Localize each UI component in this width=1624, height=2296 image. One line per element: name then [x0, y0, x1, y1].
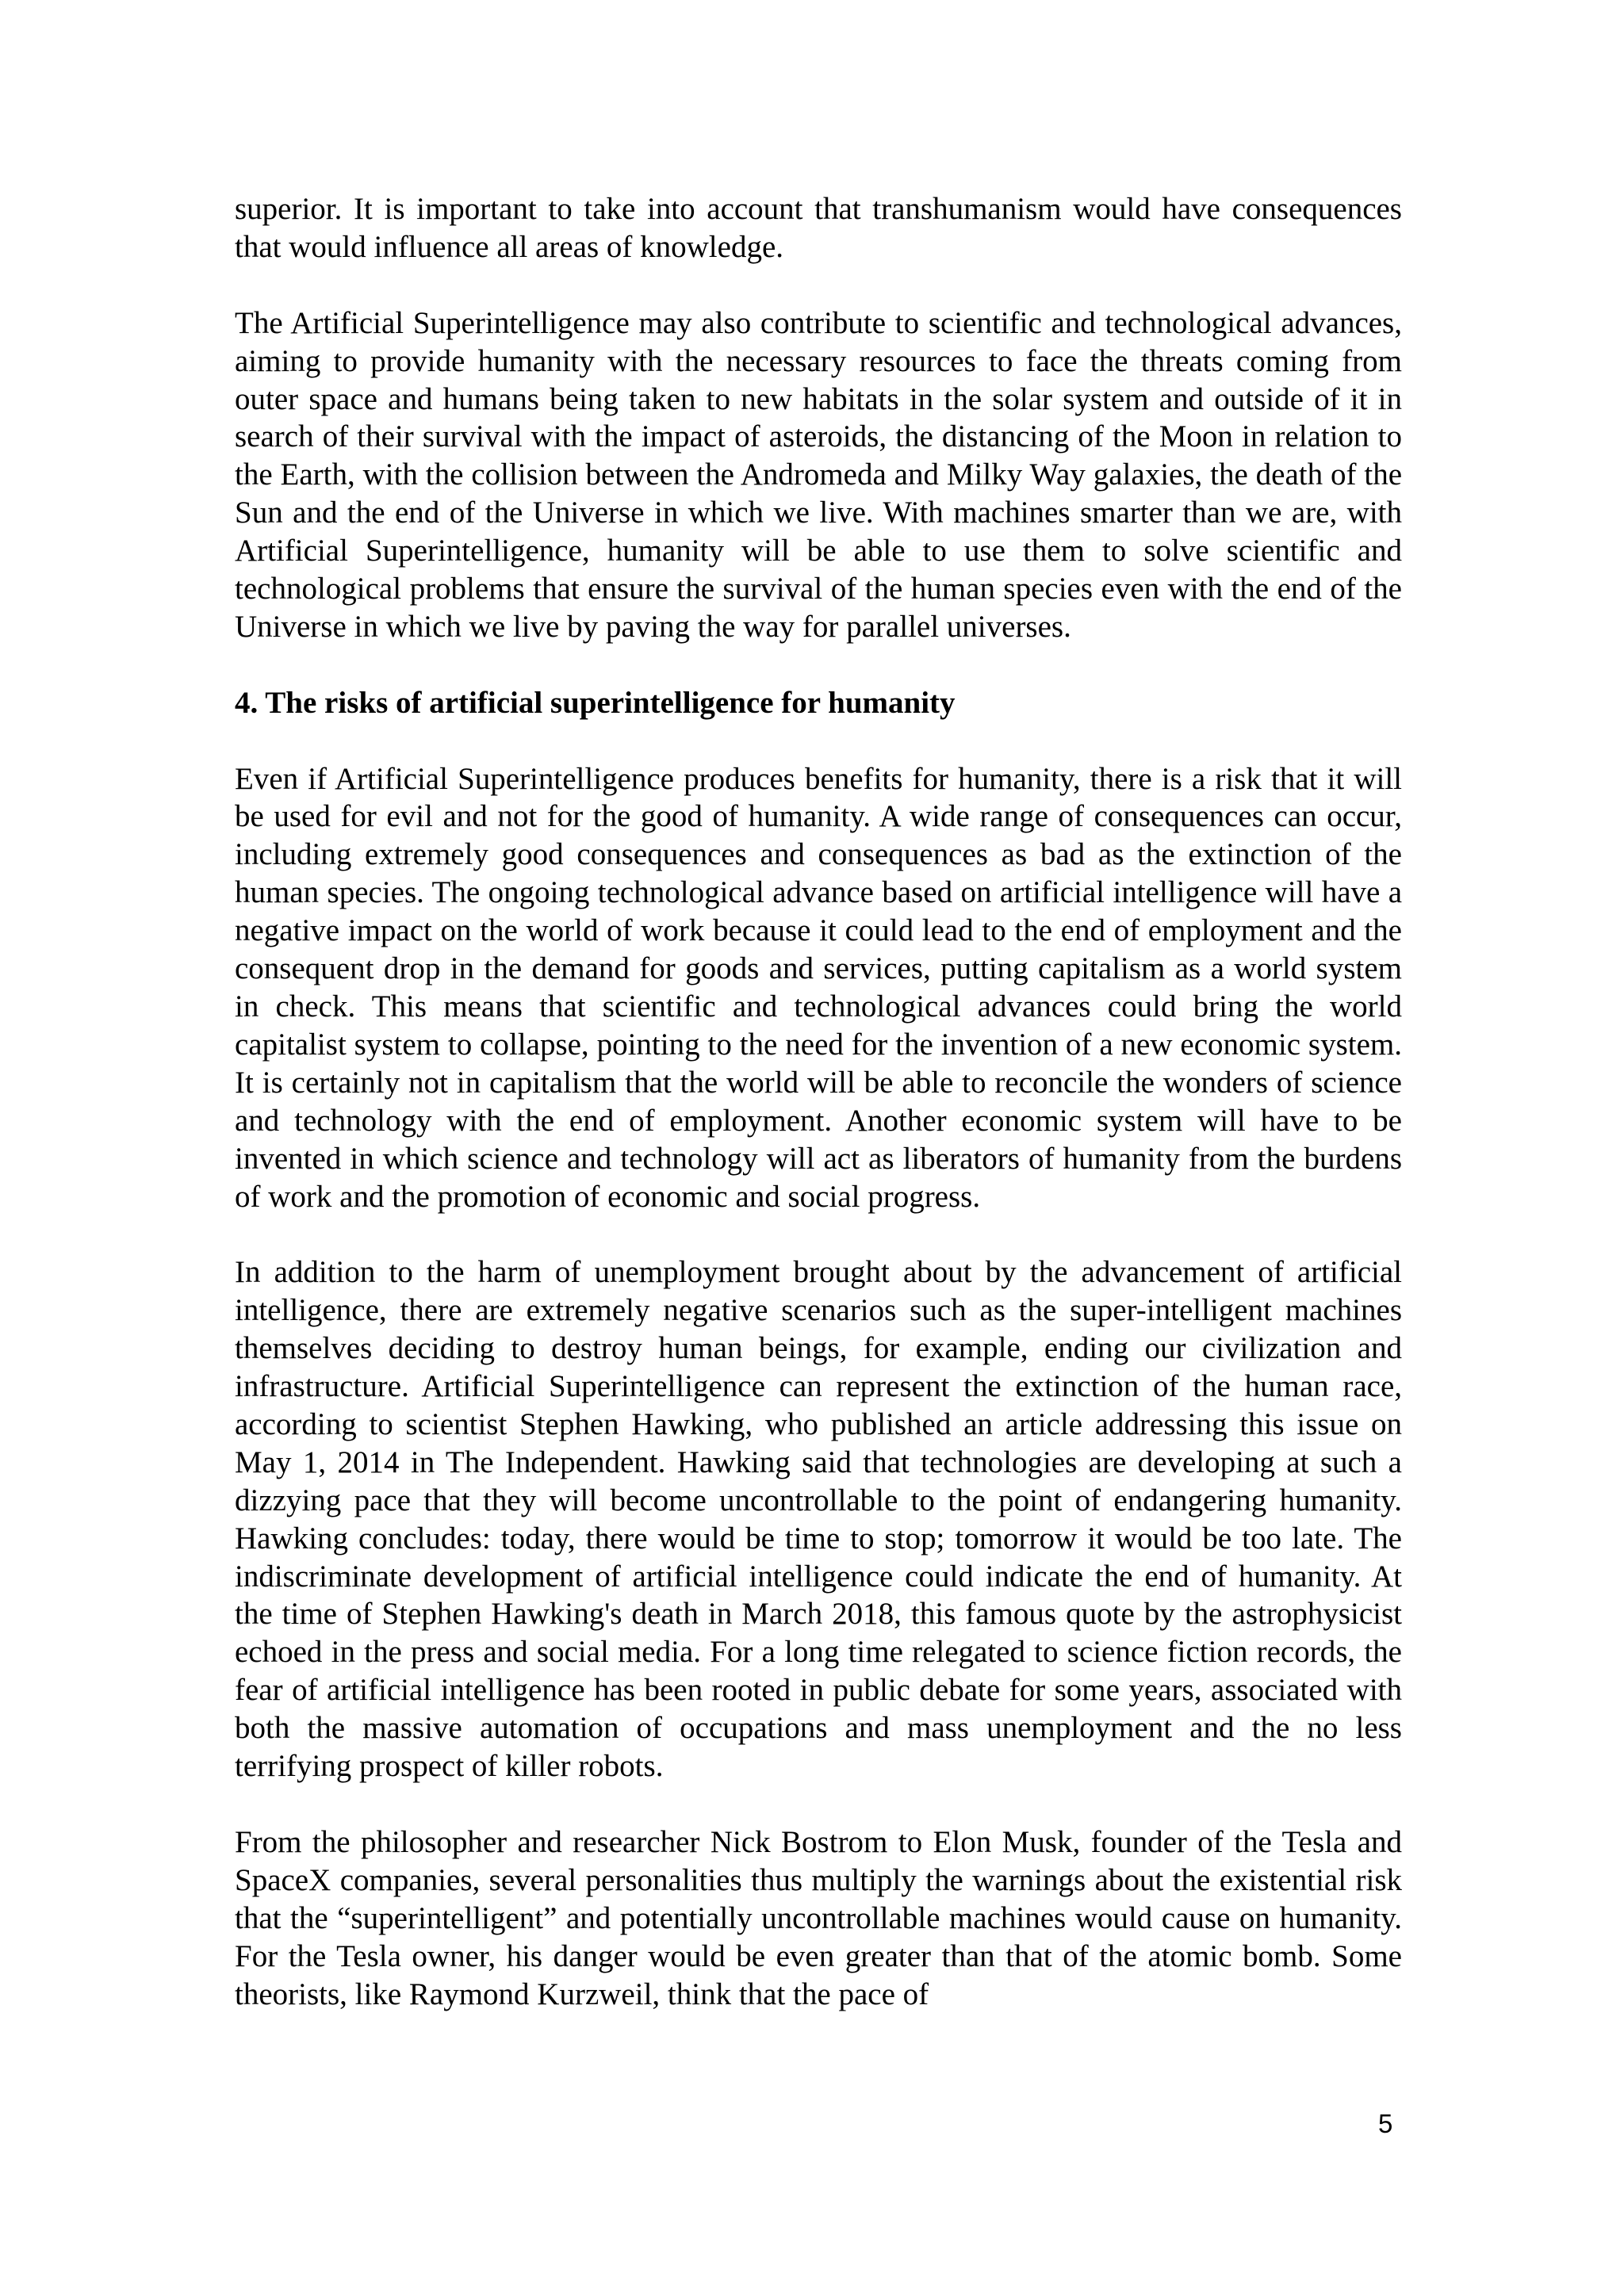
page-body: [235, 190, 1402, 2051]
paragraph-risks-employment: Even if Artificial Superintelligence produces benefits for humanity, there is a risk that it will be used for evil and not for the good of humanity. A wide range of consequences can occur, including extremely good consequences and consequences as bad as the extinction of the human species. The ongoing technological advance based on artificial intelligence will have a negative impact on the world of work because it could lead to the end of employment and the consequent drop in the demand for goods and services, putting capitalism as a world system in check. This means that scientific and technological advances could bring the world capitalist system to collapse, pointing to the need for the invention of a new economic system. It is certainly not in capitalism that the world will be able to reconcile the wonders of science and technology with the end of employment. Another economic system will have to be invented in which science and technology will act as liberators of humanity from the burdens of work and the promotion of economic and social progress.: [235, 761, 1402, 1214]
paragraph-superintelligence-advances: The Artificial Superintelligence may also contribute to scientific and technological advances, aiming to provide humanity with the necessary resources to face the threats coming from outer space and humans being taken to new habitats in the solar system and outside of it in search of their survival with the impact of asteroids, the distancing of the Moon in relation to the Earth, with the collision between the Andromeda and Milky Way galaxies, the death of the Sun and the end of the Universe in which we live. With machines smarter than we are, with Artificial Superintelligence, humanity will be able to use them to solve scientific and technological problems that ensure the survival of the human species even with the end of the Universe in which we live by paving the way for parallel universes.: [235, 305, 1402, 644]
page-number: 5: [1378, 2109, 1393, 2138]
section-heading: 4. The risks of artificial superintelligence for humanity: [235, 685, 956, 720]
paragraph-transhumanism-conclusion: superior. It is important to take into account that transhumanism would have consequences that would influence all areas of knowledge.: [235, 192, 1402, 264]
paragraph-risks-hawking: In addition to the harm of unemployment brought about by the advancement of artificial intelligence, there are extremely negative scenarios such as the super-intelligent machines themselves deciding to destroy human beings, for example, ending our civilization and infrastructure. Artificial Superintelligence can represent the extinction of the human race, according to scientist Stephen Hawking, who published an article addressing this issue on May 1, 2014 in The Independent. Hawking said that technologies are developing at such a dizzying pace that they will become uncontrollable to the point of endangering humanity. Hawking concludes: today, there would be time to stop; tomorrow it would be too late. The indiscriminate development of artificial intelligence could indicate the end of humanity. At the time of Stephen Hawking's death in March 2018, this famous quote by the astrophysicist echoed in the press and social media. For a long time relegated to science fiction records, the fear of artificial intelligence has been rooted in public debate for some years, associated with both the massive automation of occupations and mass unemployment and the no less terrifying prospect of killer robots.: [235, 1255, 1402, 1784]
paragraph-risks-bostrom-musk: From the philosopher and researcher Nick Bostrom to Elon Musk, founder of the Tesla and SpaceX companies, several personalities thus multiply the warnings about the existential risk that the “superintelligent” and potentially uncontrollable machines would cause on humanity. For the Tesla owner, his danger would be even greater than that of the atomic bomb. Some theorists, like Raymond Kurzweil, think that the pace of: [235, 1824, 1402, 2011]
